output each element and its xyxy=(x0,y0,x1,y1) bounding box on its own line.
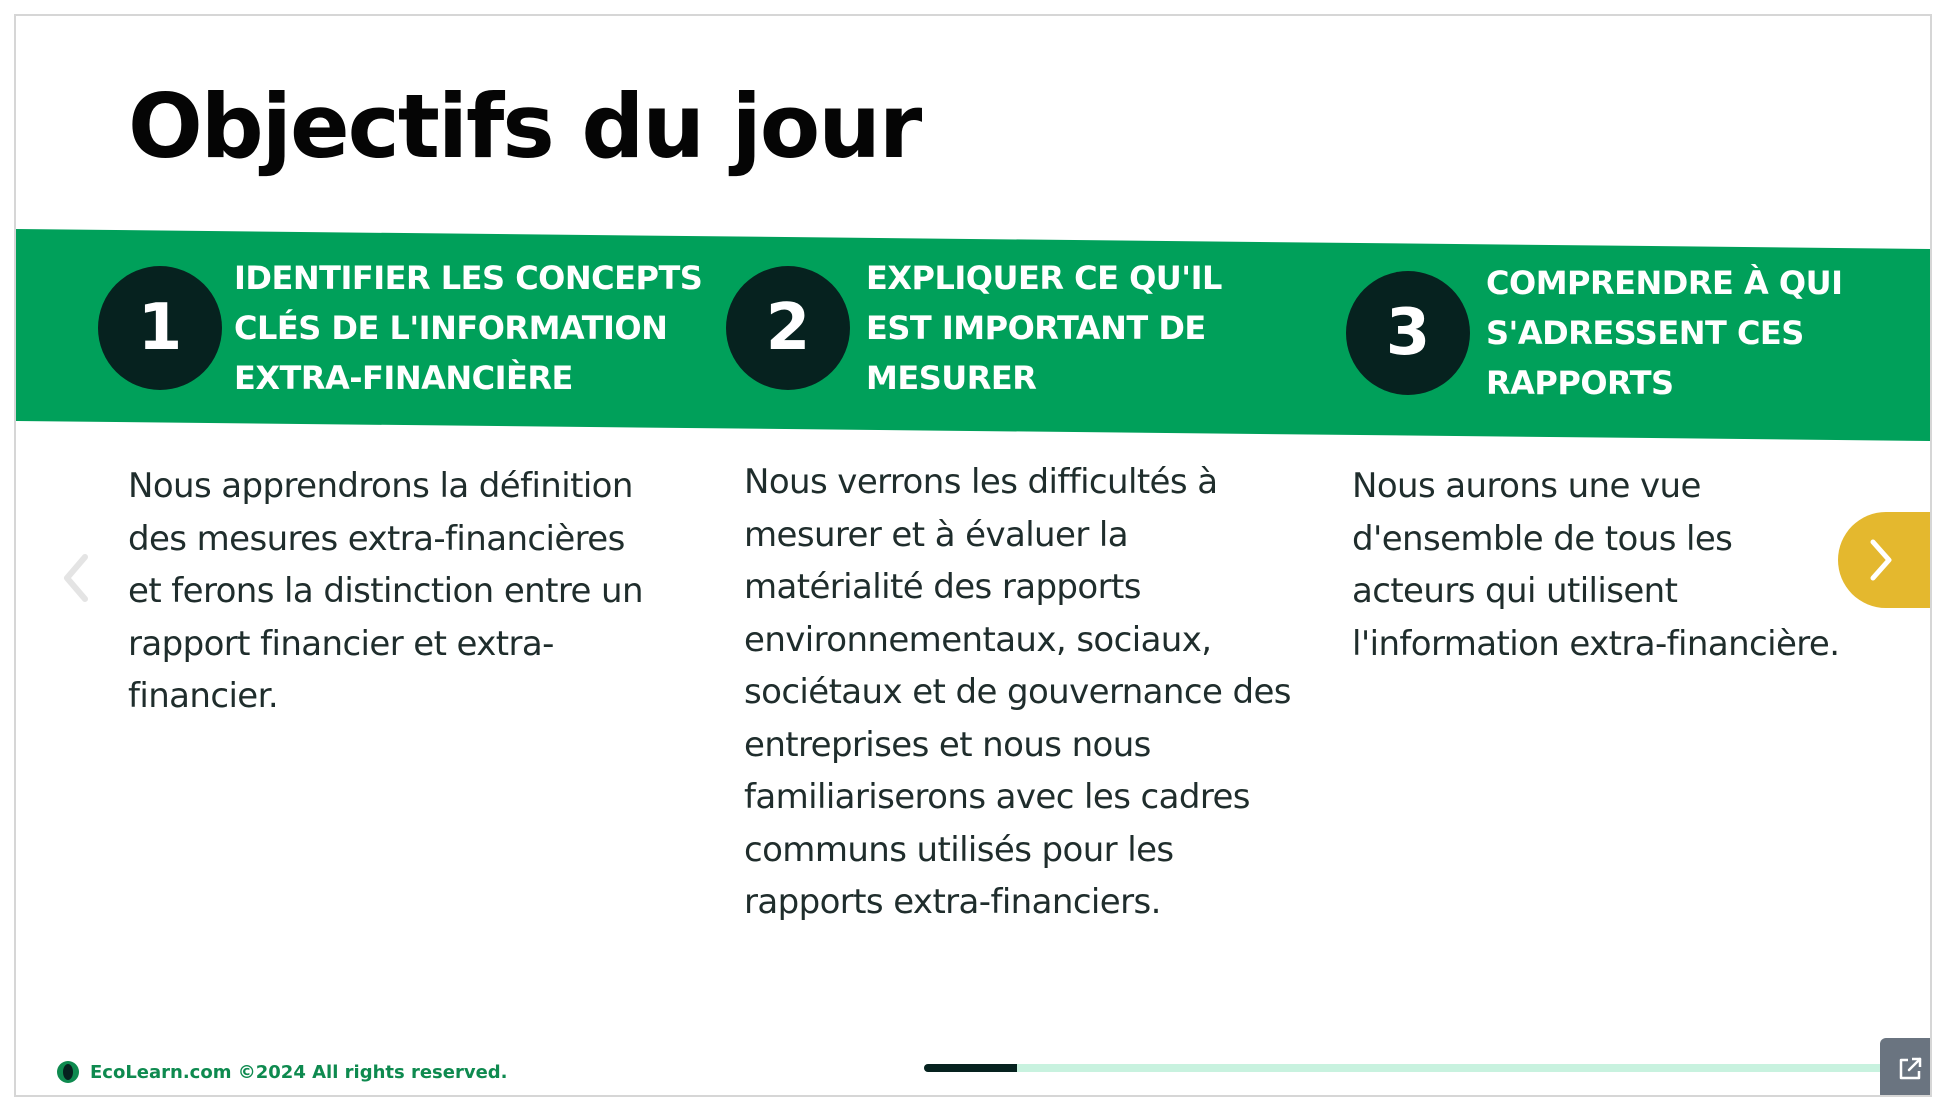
previous-button[interactable] xyxy=(46,543,106,613)
footer-copyright: EcoLearn.com ©2024 All rights reserved. xyxy=(90,1061,508,1083)
objective-1 xyxy=(98,253,702,403)
external-link-icon xyxy=(1896,1055,1924,1083)
slide xyxy=(14,14,1932,1097)
footer-brand xyxy=(56,1060,508,1084)
objective-title-2: EXPLIQUER CE QU'IL EST IMPORTANT DE MESURER xyxy=(866,259,1222,397)
objective-description-2: Nous verrons les difficultés à mesurer et à évaluer la matérialité des rapports environnementaux, sociaux, sociétaux et de gouvernance des entreprises et nous nous familiariserons avec les cadres communs utilisés pour les rapports extra-financiers. xyxy=(744,462,1291,922)
slide-title: Objectifs du jour xyxy=(128,75,921,178)
ecolearn-logo-icon xyxy=(56,1060,80,1084)
objective-title-1: IDENTIFIER LES CONCEPTS CLÉS DE L'INFORMATION EXTRA-FINANCIÈRE xyxy=(234,259,703,397)
objective-number-1: 1 xyxy=(98,266,222,390)
objective-2 xyxy=(726,253,1222,403)
objective-description-1: Nous apprendrons la définition des mesures extra-financières et ferons la distinction entre un rapport financier et extra- financier. xyxy=(128,466,643,716)
chevron-right-icon xyxy=(1868,538,1894,582)
objective-title-3: COMPRENDRE À QUI S'ADRESSENT CES RAPPORTS xyxy=(1486,264,1843,402)
progress-bar-fill xyxy=(924,1064,1017,1072)
objective-3 xyxy=(1346,258,1842,408)
next-button[interactable] xyxy=(1838,512,1932,608)
chevron-left-icon xyxy=(61,553,91,603)
objective-number-3: 3 xyxy=(1346,271,1470,395)
progress-bar xyxy=(924,1064,1906,1072)
objective-description-3: Nous aurons une vue d'ensemble de tous les acteurs qui utilisent l'information extra-financière. xyxy=(1352,466,1840,664)
popout-button[interactable] xyxy=(1880,1038,1932,1097)
objective-number-2: 2 xyxy=(726,266,850,390)
